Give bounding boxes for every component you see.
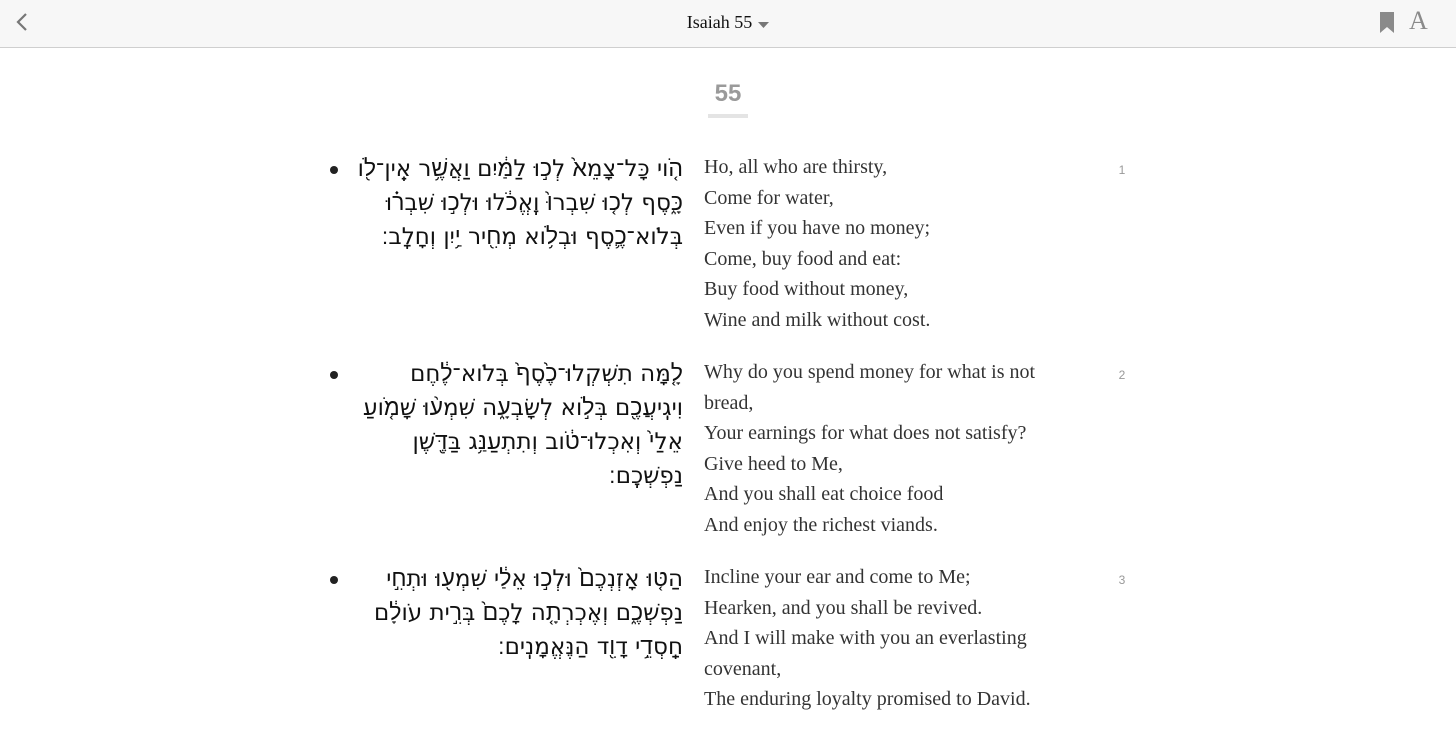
english-text (704, 357, 1084, 541)
top-bar (0, 0, 1456, 48)
bookmark-icon[interactable] (1378, 10, 1396, 36)
verse-line: Give heed to Me, (704, 452, 843, 475)
bullet-icon[interactable] (330, 576, 338, 584)
verse-line: Come for water, (704, 186, 834, 209)
verse-line: Ho, all who are thirsty, (704, 156, 888, 178)
page-title: Isaiah 55 (686, 12, 753, 32)
english-text (704, 562, 1084, 715)
chapter-number: 55 (714, 80, 742, 107)
bullet-icon[interactable] (330, 166, 338, 174)
hebrew-text: לָ֤מָּה תִשְׁקְלוּ־כֶ֙סֶף֙ בְּלֹוא־לֶ֔חֶם וִיגִֽיעֲכֶ֖ם בְּלֹ֣וא לְשָׂבְעָ֑ה שִׁמְע֨וּ שָׁמֹ֤ועַ אֵלַי֙ וְאִכְלוּ־טֹ֔וב וְתִתְעַנַּ֥ג בַּדֶּ֖שֶׁן נַפְשְׁכֶֽם׃ (363, 361, 683, 489)
verse-line: Wine and milk without cost. (704, 308, 931, 331)
chapter-selector[interactable] (0, 12, 1456, 34)
verse-line: And I will make with you an everlasting covenant, (704, 627, 1027, 680)
chapter-underline (708, 114, 748, 118)
verse-number: 2 (1118, 368, 1126, 382)
verse-line: Even if you have no money; (704, 217, 931, 240)
verse-line: Hearken, and you shall be revived. (704, 596, 983, 619)
hebrew-text: הֹ֤וי כָּל־צָמֵא֙ לְכ֣וּ לַמַּ֔יִם וַאֲשֶׁ֥ר אֵֽין־לֹ֖ו כָּ֑סֶף לְכ֤וּ שִׁבְרוּ֙ וֶֽאֱכֹ֔לוּ וּלְכ֣וּ שִׁבְר֗וּ בְּלֹוא־כֶ֛סֶף וּבְלֹ֥וא מְחִ֖יר יַ֥יִן וְחָלָֽב׃ (357, 156, 683, 250)
english-text (704, 152, 1084, 336)
verse-number: 3 (1118, 573, 1126, 587)
caret-down-icon (758, 13, 769, 34)
verse-line: Come, buy food and eat: (704, 247, 902, 270)
font-settings-button[interactable]: A (1409, 6, 1428, 35)
verse-line: And enjoy the richest viands. (704, 513, 938, 536)
verse-line: Buy food without money, (704, 278, 909, 301)
verse-line: The enduring loyalty promised to David. (704, 688, 1031, 711)
bullet-icon[interactable] (330, 371, 338, 379)
verse-line: Your earnings for what does not satisfy? (704, 422, 1027, 445)
verse-number: 1 (1118, 163, 1126, 177)
verse-line: Why do you spend money for what is not bread, (704, 361, 1036, 414)
verse-line: And you shall eat choice food (704, 483, 944, 506)
hebrew-text: הַטּ֤וּ אָזְנְכֶם֙ וּלְכ֣וּ אֵלַ֔י שִׁמְע֖וּ וּתְחִ֣י נַפְשְׁכֶ֑ם וְאֶכְרְתָ֤ה לָכֶם֙ בְּרִ֣ית עֹולָ֔ם חַֽסְדֵ֥י דָוִ֖ד הַנֶּאֱמָנִֽים׃ (374, 566, 683, 660)
verse-line: Incline your ear and come to Me; (704, 566, 971, 588)
